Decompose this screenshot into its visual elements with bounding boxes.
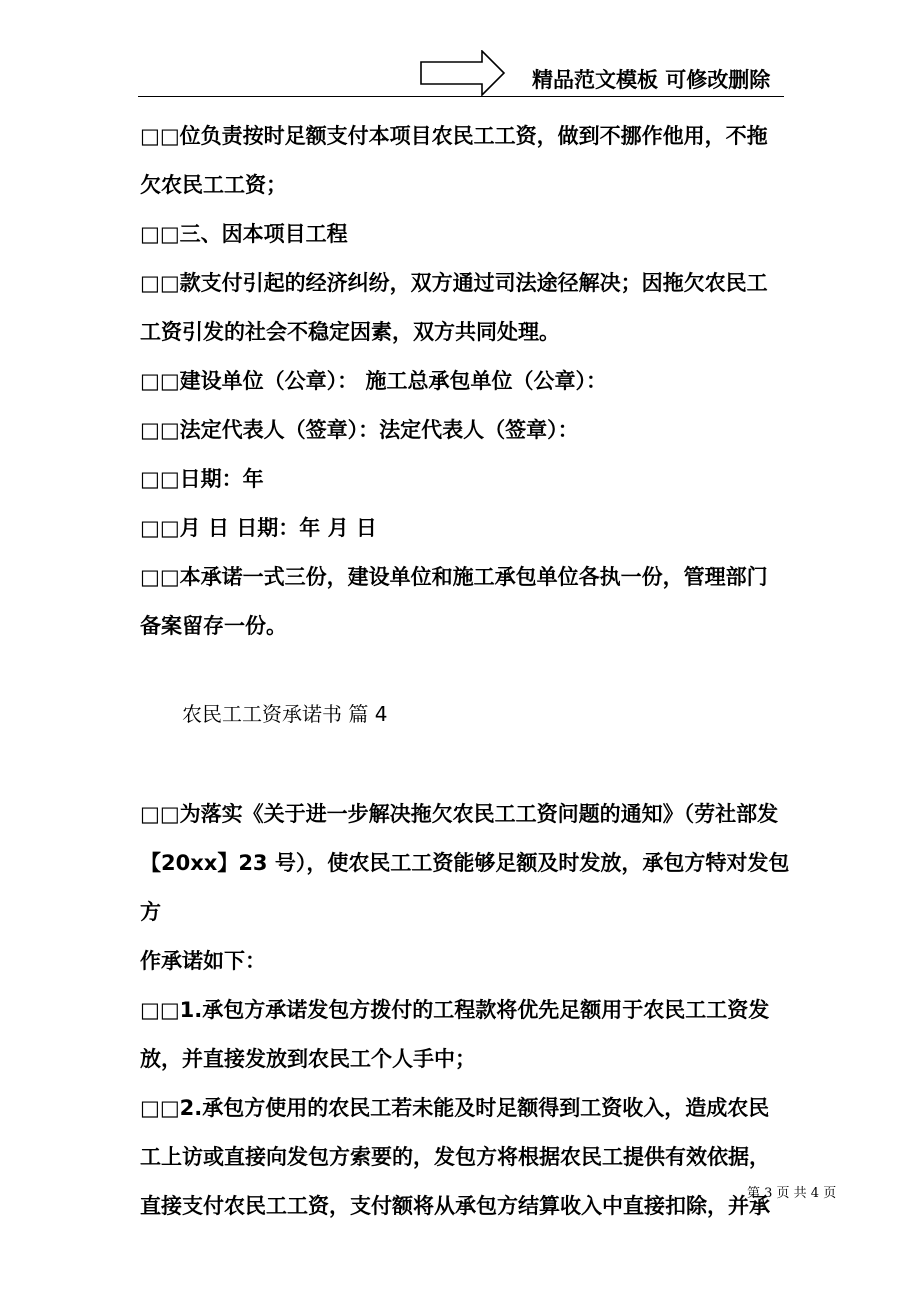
text-line: 备案留存一份。 <box>140 614 287 638</box>
text-line: □□三、因本项目工程 <box>140 222 348 246</box>
text-line: □□月 日 日期：年 月 日 <box>140 516 377 540</box>
text-line: □□2.承包方使用的农民工若未能及时足额得到工资收入，造成农民 <box>140 1096 770 1120</box>
text-line: □□日期：年 <box>140 467 264 491</box>
text-line: □□位负责按时足额支付本项目农民工工资，做到不挪作他用，不拖 <box>140 124 768 148</box>
text-line: □□法定代表人（签章）：法定代表人（签章）： <box>140 418 579 442</box>
text-line: □□1.承包方承诺发包方拨付的工程款将优先足额用于农民工工资发 <box>140 998 770 1022</box>
header-label: 精品范文模板 可修改删除 <box>532 68 771 92</box>
section-heading: 农民工工资承诺书 篇 4 <box>182 702 388 726</box>
text-line: □□本承诺一式三份，建设单位和施工承包单位各执一份，管理部门 <box>140 565 768 589</box>
text-line: □□款支付引起的经济纠纷，双方通过司法途径解决；因拖欠农民工 <box>140 271 768 295</box>
text-line: 工上访或直接向发包方索要的，发包方将根据农民工提供有效依据， <box>140 1145 770 1169</box>
body-section-b <box>140 790 790 1231</box>
text-line: 工资引发的社会不稳定因素，双方共同处理。 <box>140 320 560 344</box>
text-line: 欠农民工工资； <box>140 173 287 197</box>
text-line: □□建设单位（公章）： 施工总承包单位（公章）： <box>140 369 607 393</box>
arrow-right-icon <box>420 50 506 96</box>
text-line: 直接支付农民工工资，支付额将从承包方结算收入中直接扣除，并承 <box>140 1194 770 1218</box>
text-line: □□为落实《关于进一步解决拖欠农民工工资问题的通知》（劳社部发 <box>140 802 779 826</box>
body-section-a <box>140 112 790 651</box>
page-number: 第 3 页 共 4 页 <box>747 1186 837 1201</box>
header-divider <box>138 96 784 97</box>
text-line: 放，并直接发放到农民工个人手中； <box>140 1047 476 1071</box>
text-line: 【20xx】23 号），使农民工工资能够足额及时发放，承包方特对发包方 <box>140 851 790 924</box>
text-line: 作承诺如下： <box>140 949 266 973</box>
